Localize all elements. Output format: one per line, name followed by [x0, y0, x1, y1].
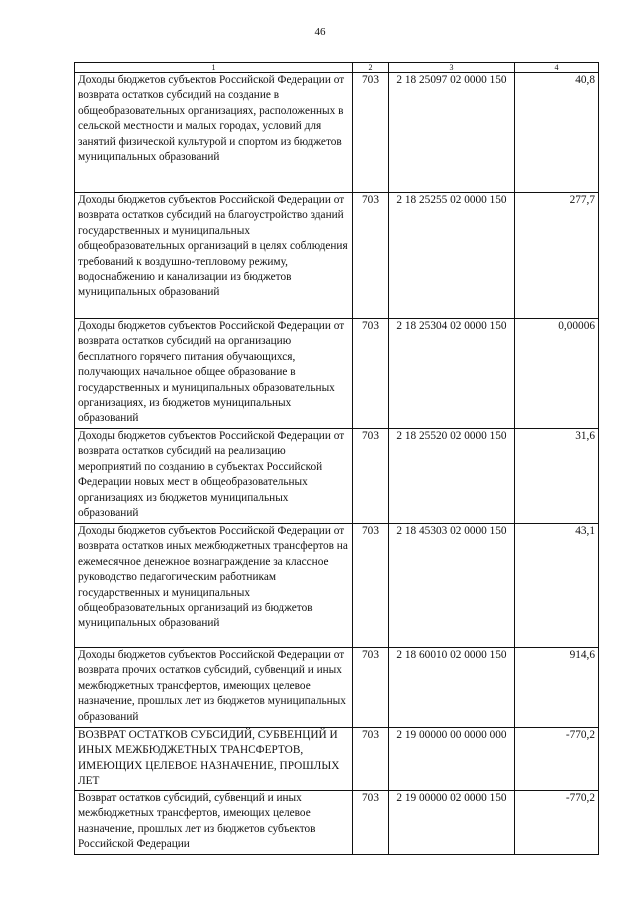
row-amount: -770,2	[515, 791, 599, 855]
table-row	[75, 648, 599, 728]
row-amount: 40,8	[515, 73, 599, 193]
table-row	[75, 429, 599, 524]
table-row	[75, 524, 599, 648]
table-row	[75, 73, 599, 193]
row-amount: 914,6	[515, 648, 599, 728]
row-kbk-code: 2 18 25304 02 0000 150	[389, 319, 515, 429]
row-admin-code: 703	[353, 193, 389, 319]
row-admin-code: 703	[353, 728, 389, 791]
row-amount: 0,00006	[515, 319, 599, 429]
row-description: Доходы бюджетов субъектов Российской Федерации от возврата остатков субсидий на реализацию мероприятий по созданию в субъектах Российской Федерации новых мест в общеобразовательных организациях из бюджетов муниципальных образований	[75, 429, 353, 524]
row-description: ВОЗВРАТ ОСТАТКОВ СУБСИДИЙ, СУБВЕНЦИЙ И ИНЫХ МЕЖБЮДЖЕТНЫХ ТРАНСФЕРТОВ, ИМЕЮЩИХ ЦЕЛЕВОЕ НАЗНАЧЕНИЕ, ПРОШЛЫХ ЛЕТ	[75, 728, 353, 791]
row-kbk-code: 2 18 25520 02 0000 150	[389, 429, 515, 524]
budget-revenue-table	[74, 62, 599, 855]
row-amount: -770,2	[515, 728, 599, 791]
row-admin-code: 703	[353, 791, 389, 855]
row-kbk-code: 2 19 00000 02 0000 150	[389, 791, 515, 855]
table-header-row	[75, 63, 599, 73]
row-description: Доходы бюджетов субъектов Российской Федерации от возврата остатков субсидий на создание в общеобразовательных организациях, расположенных в сельской местности и малых городах, условий для занятий физической культурой и спортом из бюджетов муниципальных образований	[75, 73, 353, 193]
row-kbk-code: 2 18 45303 02 0000 150	[389, 524, 515, 648]
table-row	[75, 193, 599, 319]
table-row	[75, 791, 599, 855]
table-row	[75, 319, 599, 429]
row-amount: 43,1	[515, 524, 599, 648]
row-description: Возврат остатков субсидий, субвенций и иных межбюджетных трансфертов, имеющих целевое назначение, прошлых лет из бюджетов субъектов Российской Федерации	[75, 791, 353, 855]
row-admin-code: 703	[353, 73, 389, 193]
table-row-section-total	[75, 728, 599, 791]
row-description: Доходы бюджетов субъектов Российской Федерации от возврата остатков субсидий на благоустройство зданий государственных и муниципальных общеобразовательных организаций в целях соблюдения требований к воздушно-тепловому режиму, водоснабжению и канализации из бюджетов муниципальных образований	[75, 193, 353, 319]
row-kbk-code: 2 19 00000 00 0000 000	[389, 728, 515, 791]
row-description: Доходы бюджетов субъектов Российской Федерации от возврата остатков субсидий на организацию бесплатного горячего питания обучающихся, получающих начальное общее образование в государственных и муниципальных образовательных организациях, из бюджетов муниципальных образований	[75, 319, 353, 429]
header-col-4: 4	[515, 63, 599, 73]
row-amount: 31,6	[515, 429, 599, 524]
row-kbk-code: 2 18 25255 02 0000 150	[389, 193, 515, 319]
row-description: Доходы бюджетов субъектов Российской Федерации от возврата остатков иных межбюджетных трансфертов на ежемесячное денежное вознаграждение за классное руководство педагогическим работникам государственных и муниципальных общеобразовательных организаций из бюджетов муниципальных образований	[75, 524, 353, 648]
header-col-3: 3	[389, 63, 515, 73]
row-admin-code: 703	[353, 319, 389, 429]
row-description: Доходы бюджетов субъектов Российской Федерации от возврата прочих остатков субсидий, субвенций и иных межбюджетных трансфертов, имеющих целевое назначение, прошлых лет из бюджетов муниципальных образований	[75, 648, 353, 728]
row-admin-code: 703	[353, 648, 389, 728]
row-kbk-code: 2 18 60010 02 0000 150	[389, 648, 515, 728]
row-amount: 277,7	[515, 193, 599, 319]
page-number: 46	[314, 26, 326, 38]
header-col-2: 2	[353, 63, 389, 73]
row-admin-code: 703	[353, 524, 389, 648]
header-col-1: 1	[75, 63, 353, 73]
row-admin-code: 703	[353, 429, 389, 524]
row-kbk-code: 2 18 25097 02 0000 150	[389, 73, 515, 193]
